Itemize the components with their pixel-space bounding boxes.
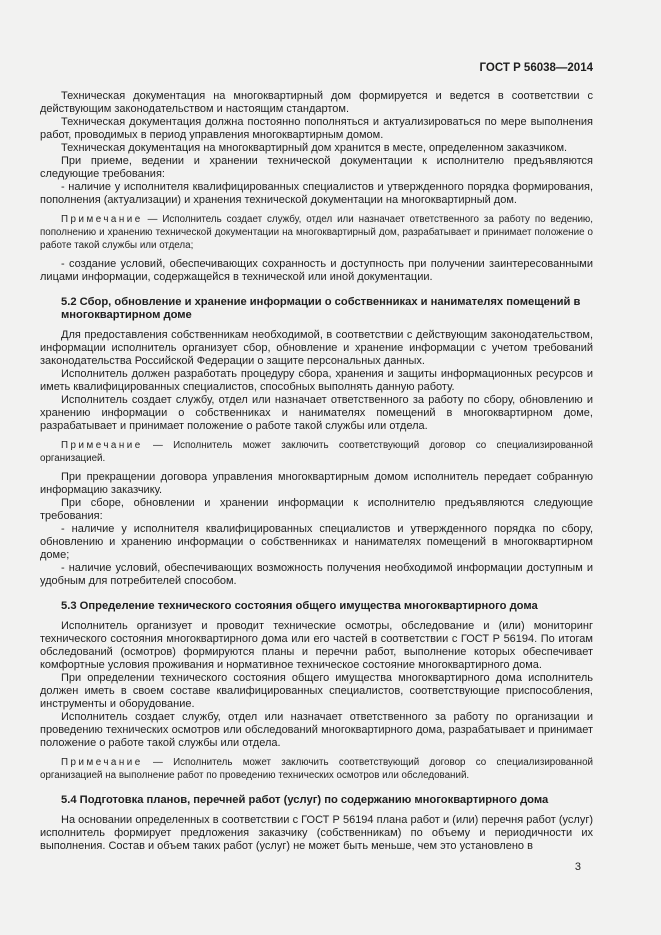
note — [40, 756, 593, 782]
note-text: — Исполнитель создает службу, отдел или назначает ответственного за работу по ведению, пополнению и хранению технической документации на многоквартирный дом, разрабатывает и принимает положение о работе такой службы или отдела; — [40, 214, 593, 251]
paragraph: При сборе, обновлении и хранении информации к исполнителю предъявляются следующие требования: — [40, 497, 593, 522]
paragraph: При определении технического состояния общего имущества многоквартирного дома исполнитель должен иметь в своем составе квалифицированных специалистов, соответствующие приспособления, инструменты и оборудование. — [40, 672, 593, 710]
list-item-dash: - наличие у исполнителя квалифицированных специалистов и утвержденного порядка по сбору, обновлению и хранению информации о собственниках и нанимателях помещений в многоквартирном доме; — [40, 523, 593, 561]
note — [40, 213, 593, 252]
paragraph: Исполнитель организует и проводит технические осмотры, обследование и (или) мониторинг технического состояния многоквартирного дома или его частей в соответствии с ГОСТ Р 56194. По итогам обследований (осмотров) формируются планы и перечни работ, выполнение которых обеспечивает комфортные условия проживания и нормативное техническое состояние многоквартирного дома. — [40, 620, 593, 671]
note-text: — Исполнитель может заключить соответствующий договор со специализированной организацией. — [40, 440, 593, 464]
paragraph: При приеме, ведении и хранении технической документации к исполнителю предъявляются следующие требования: — [40, 155, 593, 180]
paragraph: При прекращении договора управления многоквартирным домом исполнитель передает собранную информацию заказчику. — [40, 471, 593, 496]
list-item-dash: - наличие у исполнителя квалифицированных специалистов и утвержденного порядка формирования, пополнения (актуализации) и хранения технической документации на многоквартирный дом. — [40, 181, 593, 206]
standard-code-header: ГОСТ Р 56038—2014 — [479, 62, 593, 74]
section-heading-5-3: 5.3 Определение технического состояния общего имущества многоквартирного дома — [61, 600, 538, 612]
paragraph: Исполнитель должен разработать процедуру сбора, хранения и защиты информационных ресурсов и иметь квалифицированных специалистов, способных выполнять данную работу. — [40, 368, 593, 393]
section-heading-5-2: 5.2 Сбор, обновление и хранение информации о собственниках и нанимателях помещений в многоквартирном доме — [61, 296, 581, 321]
paragraph: Исполнитель создает службу, отдел или назначает ответственного за работу по сбору, обновлению и хранению информации о собственниках и нанимателях помещений в многоквартирном доме, разрабатывает и принимает положение о работе такой службы или отдела. — [40, 394, 593, 432]
section-heading-5-4: 5.4 Подготовка планов, перечней работ (услуг) по содержанию многоквартирного дома — [61, 794, 549, 806]
page-number: 3 — [574, 861, 581, 873]
paragraph: Для предоставления собственникам необходимой, в соответствии с действующим законодательством, информации исполнитель организует сбор, обновление и хранение информации с учетом требований законодательства Российской Федерации о защите персональных данных. — [40, 329, 593, 367]
note-label: Примечание — [61, 214, 143, 225]
paragraph: Исполнитель создает службу, отдел или назначает ответственного за работу по организации и проведению технических осмотров или обследований многоквартирного дома, разрабатывает и принимает положение о работе такой службы или отдела. — [40, 711, 593, 749]
list-item-dash: - наличие условий, обеспечивающих возможность получения необходимой информации доступным и удобным для потребителей способом. — [40, 562, 593, 587]
paragraph: Техническая документация на многоквартирный дом хранится в месте, определенном заказчиком. — [61, 142, 568, 154]
paragraph: Техническая документация на многоквартирный дом формируется и ведется в соответствии с действующим законодательством и настоящим стандартом. — [40, 90, 593, 115]
paragraph: Техническая документация должна постоянно пополняться и актуализироваться по мере выполнения работ, проводимых в период управления многоквартирным домом. — [40, 116, 593, 141]
note — [40, 439, 593, 465]
paragraph: На основании определенных в соответствии с ГОСТ Р 56194 плана работ и (или) перечня работ (услуг) исполнитель формирует предложения заказчику (собственникам) по объему и периодичности их выполнения. Состав и объем таких работ (услуг) не может быть меньше, чем это установлено в — [40, 814, 593, 852]
note-text: — Исполнитель может заключить соответствующий договор со специализированной организацией на выполнение работ по проведению технических осмотров или обследований. — [40, 757, 593, 781]
note-label: Примечание — [61, 440, 143, 451]
list-item-dash: - создание условий, обеспечивающих сохранность и доступность при получении заинтересованными лицами информации, содержащейся в технической или иной документации. — [40, 258, 593, 283]
note-label: Примечание — [61, 757, 143, 768]
